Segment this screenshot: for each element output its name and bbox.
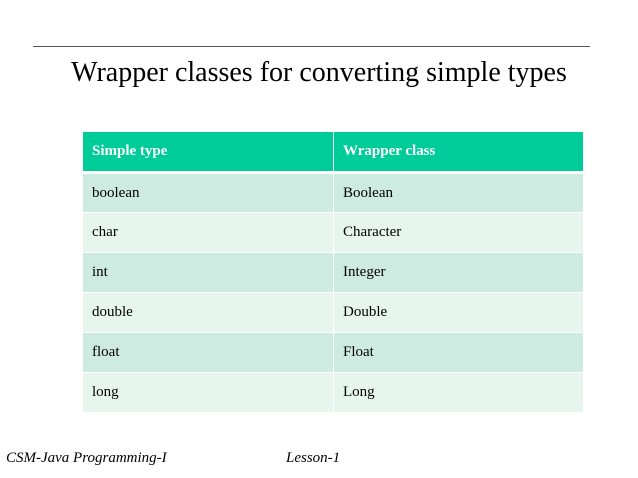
table-row [83, 253, 584, 293]
table-row [83, 293, 584, 333]
cell-simple-type: long [83, 373, 334, 413]
cell-simple-type: double [83, 293, 334, 333]
cell-wrapper-class: Double [334, 293, 584, 333]
table-row [83, 333, 584, 373]
cell-wrapper-class: Character [334, 213, 584, 253]
table-row [83, 173, 584, 213]
cell-simple-type: boolean [83, 173, 334, 213]
footer-lesson: Lesson-1 [286, 450, 341, 466]
cell-wrapper-class: Integer [334, 253, 584, 293]
header-simple-type: Simple type [83, 132, 334, 173]
cell-wrapper-class: Boolean [334, 173, 584, 213]
slide-title: Wrapper classes for converting simple types [71, 57, 567, 88]
header-wrapper-class: Wrapper class [334, 132, 584, 173]
table-header-row [83, 132, 584, 173]
cell-wrapper-class: Float [334, 333, 584, 373]
cell-simple-type: int [83, 253, 334, 293]
table-row [83, 213, 584, 253]
footer-course-name: CSM-Java Programming-I [6, 450, 167, 466]
cell-simple-type: float [83, 333, 334, 373]
table-row [83, 373, 584, 413]
cell-simple-type: char [83, 213, 334, 253]
wrapper-class-table [82, 131, 584, 413]
cell-wrapper-class: Long [334, 373, 584, 413]
top-divider [33, 46, 590, 47]
